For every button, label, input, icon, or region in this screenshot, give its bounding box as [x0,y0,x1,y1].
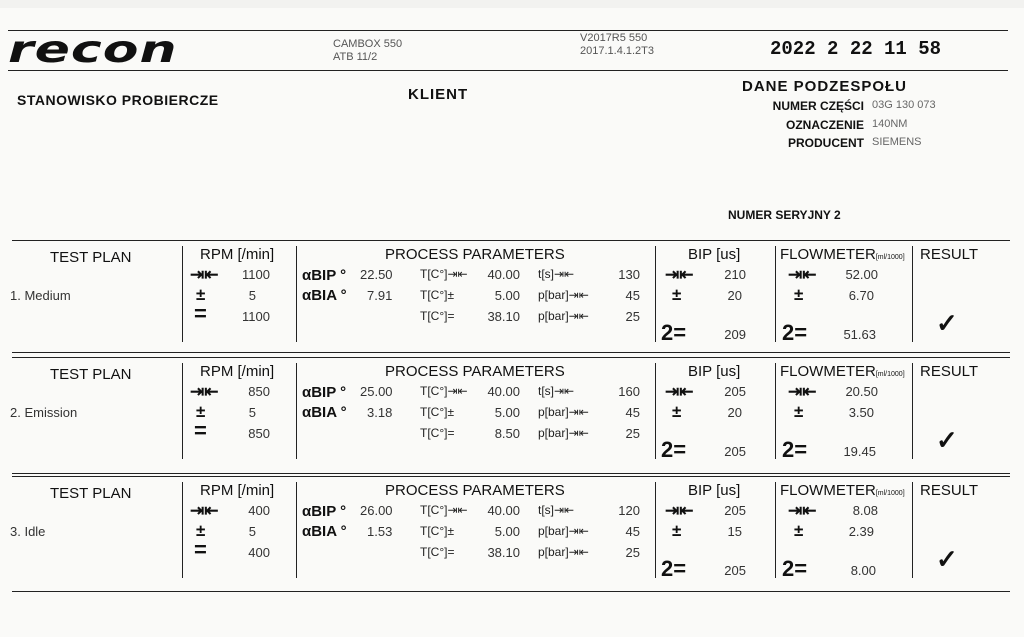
temp-label: T[C°]± [420,288,455,302]
version-line: 2017.1.4.1.2T3 [580,45,655,57]
target-icon: ⇥⇤ [788,265,817,284]
tolerance-icon: ± [672,285,682,304]
rpm-measured: 400 [248,545,270,560]
big-equals-icon: 2= [661,320,687,345]
col-divider [912,363,913,459]
flow-header-text: FLOWMETER [780,363,876,380]
param-label: p[bar]⇥⇤ [538,545,589,559]
producer-value: SIEMENS [872,136,922,148]
temp-value: 40.00 [487,384,520,399]
section-bottom-rule [12,352,1010,353]
col-divider [182,482,183,578]
tolerance-icon: ± [196,285,206,304]
col-divider [912,482,913,578]
rpm-tolerance: 5 [248,524,256,539]
rpm-target: 400 [248,503,270,518]
target-icon: ⇥⇤ [190,382,219,401]
rpm-target: 850 [248,384,270,399]
temp-value: 40.00 [487,267,520,282]
datetime: 2022 2 22 11 58 [770,38,942,60]
temp-label: T[C°]⇥⇤ [420,267,468,281]
producer-label: PRODUCENT [787,136,864,150]
rpm-header: RPM [/min] [200,246,275,263]
version-line: V2017R5 550 [580,32,648,44]
temp-label: T[C°]= [420,309,455,323]
alpha-bip-value: 22.50 [360,267,393,282]
flow-unit: [ml/1000] [875,371,905,378]
alpha-bia-label: αBIA ° [302,404,347,421]
result-header: RESULT [920,482,979,499]
equals-icon: = [194,418,207,443]
param-label: t[s]⇥⇤ [538,503,575,517]
flow-header-text: FLOWMETER [780,246,876,263]
section-bottom-rule [12,591,1010,592]
temp-value: 5.00 [494,288,520,303]
target-icon: ⇥⇤ [665,265,694,284]
col-divider [296,363,297,459]
col-divider [655,363,656,459]
param-label: t[s]⇥⇤ [538,267,575,281]
result-header: RESULT [920,363,979,380]
alpha-bia-value: 3.18 [367,405,393,420]
recon-logo: recon [8,28,178,72]
param-value: 45 [625,405,640,420]
param-label: p[bar]⇥⇤ [538,524,589,538]
col-divider [775,482,776,578]
check-icon: ✓ [936,544,958,574]
temp-label: T[C°]⇥⇤ [420,503,468,517]
check-icon: ✓ [936,425,958,455]
temp-value: 5.00 [494,524,520,539]
flow-header-text: FLOWMETER [780,482,876,499]
rpm-target: 1100 [242,267,270,282]
tolerance-icon: ± [672,402,682,421]
test-section [0,476,1024,596]
target-icon: ⇥⇤ [190,265,219,284]
station-label: STANOWISKO PROBIERCZE [17,92,219,108]
rpm-header: RPM [/min] [200,482,275,499]
section-top-rule [12,476,1010,477]
big-equals-icon: 2= [782,556,808,581]
test-plan-name: 2. Emission [10,405,78,420]
param-label: p[bar]⇥⇤ [538,426,589,440]
alpha-bip-label: αBIP ° [302,384,347,401]
tolerance-icon: ± [672,521,682,540]
alpha-bia-value: 1.53 [367,524,393,539]
temp-label: T[C°]± [420,405,455,419]
bip-header: BIP [us] [688,482,741,499]
tolerance-icon: ± [794,285,804,304]
col-divider [296,482,297,578]
alpha-bia-value: 7.91 [367,288,393,303]
designation-label: OZNACZENIE [786,118,864,132]
flow-unit: [ml/1000] [875,490,905,497]
check-icon: ✓ [936,308,958,338]
bip-measured: 205 [724,444,746,459]
alpha-bia-label: αBIA ° [302,523,347,540]
part-number-label: NUMER CZĘŚCI [772,99,864,113]
tolerance-icon: ± [196,402,206,421]
target-icon: ⇥⇤ [665,501,694,520]
bip-tolerance: 15 [727,524,742,539]
alpha-bip-value: 26.00 [360,503,393,518]
param-label: p[bar]⇥⇤ [538,309,589,323]
device-line: ATB 11/2 [333,51,378,63]
process-header: PROCESS PARAMETERS [385,246,565,263]
flow-measured: 51.63 [843,327,876,342]
param-value: 25 [625,545,640,560]
temp-value: 5.00 [494,405,520,420]
section-bottom-rule [12,473,1010,474]
bip-tolerance: 20 [727,405,742,420]
target-icon: ⇥⇤ [788,382,817,401]
param-label: t[s]⇥⇤ [538,384,575,398]
target-icon: ⇥⇤ [788,501,817,520]
param-label: p[bar]⇥⇤ [538,405,589,419]
client-label: KLIENT [408,86,469,103]
param-value: 25 [625,426,640,441]
param-value: 45 [625,524,640,539]
bip-header: BIP [us] [688,246,741,263]
serial-number: NUMER SERYJNY 2 [728,208,841,222]
big-equals-icon: 2= [661,556,687,581]
param-value: 120 [618,503,640,518]
rpm-measured: 1100 [242,309,270,324]
test-plan-header: TEST PLAN [50,249,132,266]
param-label: p[bar]⇥⇤ [538,288,589,302]
flow-target: 8.08 [852,503,878,518]
designation-value: 140NM [872,118,908,130]
equals-icon: = [194,301,207,326]
flow-target: 52.00 [845,267,878,282]
flow-tolerance: 2.39 [848,524,874,539]
component-title: DANE PODZESPOŁU [742,78,908,95]
temp-value: 38.10 [487,309,520,324]
rpm-measured: 850 [248,426,270,441]
col-divider [655,482,656,578]
section-top-rule [12,357,1010,358]
test-section [0,357,1024,477]
bip-tolerance: 20 [727,288,742,303]
big-equals-icon: 2= [782,437,808,462]
alpha-bip-label: αBIP ° [302,503,347,520]
big-equals-icon: 2= [782,320,808,345]
bip-header: BIP [us] [688,363,741,380]
rpm-tolerance: 5 [248,405,256,420]
tolerance-icon: ± [794,521,804,540]
bip-target: 205 [724,384,746,399]
header-top-rule [8,30,1008,31]
param-value: 25 [625,309,640,324]
flow-header [780,363,905,380]
version-info [580,32,654,58]
temp-value: 40.00 [487,503,520,518]
col-divider [296,246,297,342]
device-line: CAMBOX 550 [333,38,403,50]
bip-measured: 205 [724,563,746,578]
temp-label: T[C°]= [420,545,455,559]
section-top-rule [12,240,1010,241]
rpm-header: RPM [/min] [200,363,275,380]
param-value: 160 [618,384,640,399]
tolerance-icon: ± [794,402,804,421]
col-divider [655,246,656,342]
flow-unit: [ml/1000] [875,254,905,261]
col-divider [182,363,183,459]
device-info [333,38,402,64]
target-icon: ⇥⇤ [665,382,694,401]
result-header: RESULT [920,246,979,263]
header-bottom-rule [8,70,1008,71]
flow-measured: 8.00 [850,563,876,578]
flow-tolerance: 6.70 [848,288,874,303]
process-header: PROCESS PARAMETERS [385,482,565,499]
test-section [0,240,1024,360]
bip-measured: 209 [724,327,746,342]
test-plan-name: 3. Idle [10,524,46,539]
process-header: PROCESS PARAMETERS [385,363,565,380]
part-number-value: 03G 130 073 [872,99,936,111]
alpha-bip-value: 25.00 [360,384,393,399]
bip-target: 210 [724,267,746,282]
param-value: 130 [618,267,640,282]
param-value: 45 [625,288,640,303]
alpha-bia-label: αBIA ° [302,287,347,304]
rpm-tolerance: 5 [248,288,256,303]
col-divider [182,246,183,342]
temp-label: T[C°]⇥⇤ [420,384,468,398]
temp-value: 8.50 [494,426,520,441]
alpha-bip-label: αBIP ° [302,267,347,284]
col-divider [775,246,776,342]
temp-label: T[C°]= [420,426,455,440]
bip-target: 205 [724,503,746,518]
col-divider [775,363,776,459]
test-plan-name: 1. Medium [10,288,71,303]
big-equals-icon: 2= [661,437,687,462]
flow-target: 20.50 [845,384,878,399]
flow-measured: 19.45 [843,444,876,459]
equals-icon: = [194,537,207,562]
target-icon: ⇥⇤ [190,501,219,520]
flow-header [780,482,905,499]
flow-tolerance: 3.50 [848,405,874,420]
test-plan-header: TEST PLAN [50,485,132,502]
tolerance-icon: ± [196,521,206,540]
temp-value: 38.10 [487,545,520,560]
flow-header [780,246,905,263]
test-plan-header: TEST PLAN [50,366,132,383]
temp-label: T[C°]± [420,524,455,538]
col-divider [912,246,913,342]
